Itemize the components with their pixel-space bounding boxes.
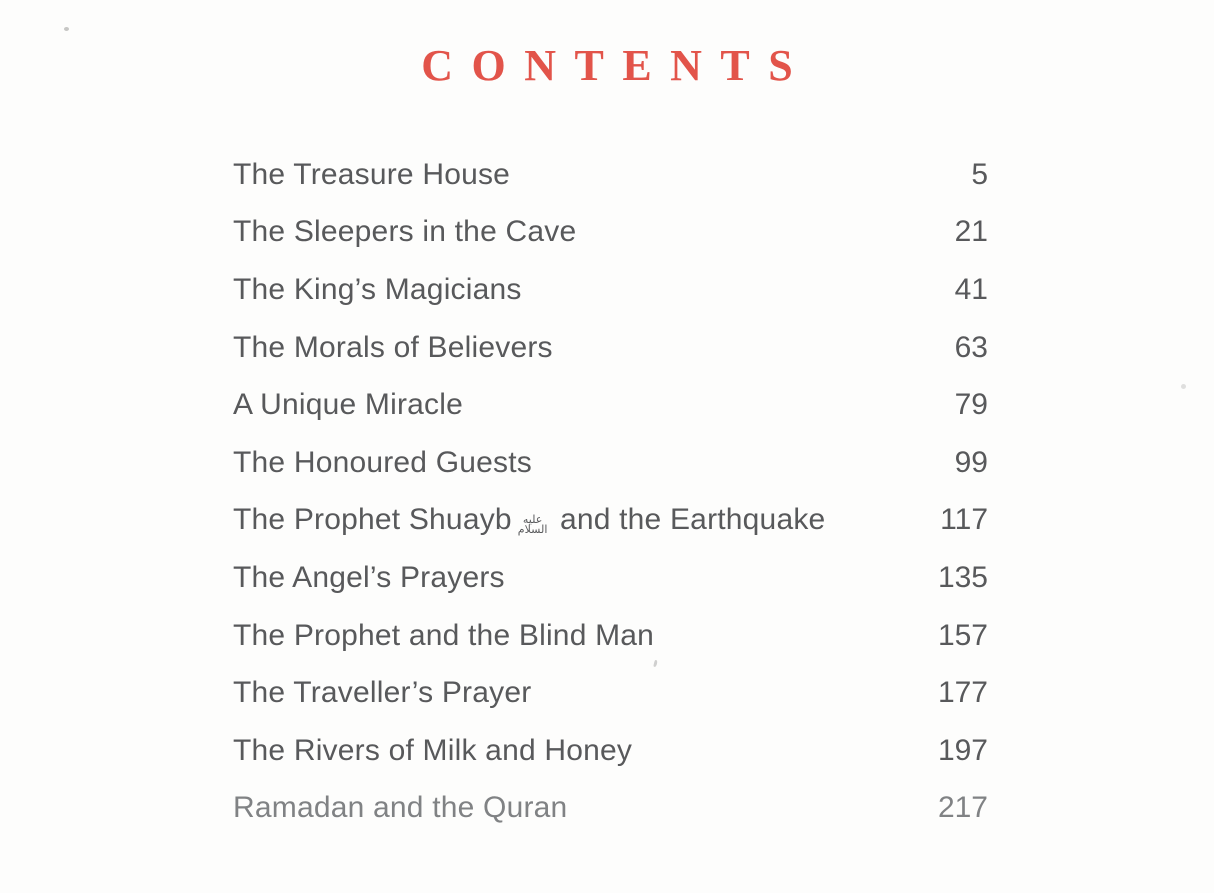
toc-entry-page-number: 217 bbox=[937, 791, 988, 825]
toc-entry-title: Ramadan and the Quran bbox=[233, 791, 568, 825]
toc-list bbox=[233, 146, 988, 837]
toc-entry-page-number: 63 bbox=[954, 330, 988, 364]
toc-entry-page-number: 21 bbox=[954, 215, 988, 249]
scan-speck bbox=[1181, 384, 1186, 389]
toc-entry-title: The Angel’s Prayers bbox=[233, 560, 505, 594]
scan-speck bbox=[64, 27, 69, 31]
toc-entry bbox=[233, 549, 988, 607]
toc-entry-title: The Honoured Guests bbox=[233, 445, 532, 479]
toc-entry-page-number: 117 bbox=[940, 503, 988, 537]
toc-entry-page-number: 41 bbox=[954, 272, 988, 306]
alayhis-salam-calligraphy: عليه السلام bbox=[517, 513, 548, 537]
toc-entry-title: The Sleepers in the Cave bbox=[233, 215, 577, 249]
toc-entry bbox=[233, 319, 988, 377]
toc-entry-title: The Morals of Believers bbox=[233, 330, 553, 364]
toc-entry bbox=[233, 607, 988, 665]
toc-entry bbox=[233, 780, 988, 838]
toc-entry bbox=[233, 722, 988, 780]
toc-entry-page-number: 197 bbox=[937, 733, 988, 767]
toc-entry bbox=[233, 664, 988, 722]
toc-entry-page-number: 99 bbox=[954, 445, 988, 479]
toc-entry-title: The Rivers of Milk and Honey bbox=[233, 733, 633, 767]
toc-entry bbox=[233, 376, 988, 434]
page-title: CONTENTS bbox=[421, 41, 812, 90]
toc-entry-title: The Prophet Shuayb عليه السلام and the Earthquake bbox=[233, 503, 826, 537]
toc-entry bbox=[233, 492, 988, 550]
toc-entry-page-number: 79 bbox=[954, 388, 988, 422]
toc-entry-page-number: 5 bbox=[971, 157, 988, 191]
toc-entry-title: The Prophet and the Blind Man bbox=[233, 618, 655, 652]
toc-entry-title: The Traveller’s Prayer bbox=[233, 676, 532, 710]
toc-entry-page-number: 157 bbox=[937, 618, 988, 652]
toc-entry bbox=[233, 204, 988, 262]
toc-entry bbox=[233, 261, 988, 319]
toc-entry-title: The King’s Magicians bbox=[233, 272, 522, 306]
toc-entry bbox=[233, 146, 988, 204]
toc-entry-title: The Treasure House bbox=[233, 157, 511, 191]
toc-entry-title: A Unique Miracle bbox=[233, 388, 463, 422]
toc-entry bbox=[233, 434, 988, 492]
toc-entry-page-number: 135 bbox=[937, 560, 988, 594]
toc-entry-page-number: 177 bbox=[937, 676, 988, 710]
